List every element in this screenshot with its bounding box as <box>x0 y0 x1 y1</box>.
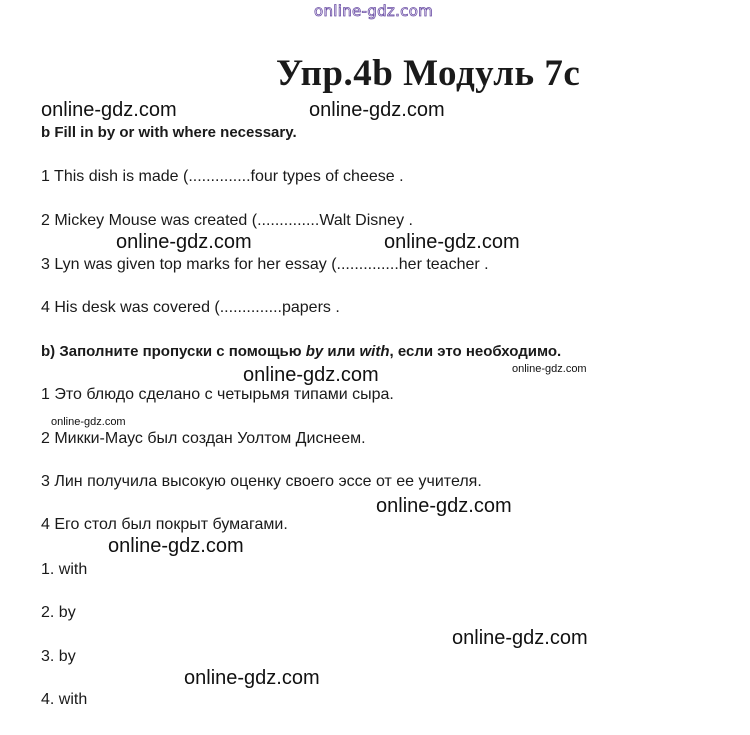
watermark: online-gdz.com <box>309 99 445 121</box>
exercise-heading-en: b Fill in by or with where necessary. <box>41 124 297 141</box>
answer-3: 3. by <box>41 648 76 665</box>
exercise-item-ru-3: 3 Лин получила высокую оценку своего эссе от ее учителя. <box>41 473 482 490</box>
watermark-small: online-gdz.com <box>51 416 126 428</box>
watermark: online-gdz.com <box>376 495 512 517</box>
exercise-item-en-1: 1 This dish is made (..............four types of cheese . <box>41 168 404 185</box>
watermark: online-gdz.com <box>108 535 244 557</box>
page-title: Упр.4b Модуль 7c <box>276 53 581 94</box>
answer-1: 1. with <box>41 561 88 578</box>
exercise-heading-ru <box>41 343 561 360</box>
heading-ru-part1: b) Заполните пропуски с помощью <box>41 343 306 360</box>
exercise-item-en-4: 4 His desk was covered (..............papers . <box>41 299 340 316</box>
heading-ru-part2: или <box>323 343 360 360</box>
watermark-logo: online-gdz.com <box>314 2 434 20</box>
exercise-item-en-3: 3 Lyn was given top marks for her essay (..............her teacher . <box>41 256 489 273</box>
watermark: online-gdz.com <box>452 627 588 649</box>
answer-2: 2. by <box>41 604 76 621</box>
heading-ru-with: with <box>359 343 390 360</box>
exercise-item-ru-4: 4 Его стол был покрыт бумагами. <box>41 516 288 533</box>
exercise-item-en-2: 2 Mickey Mouse was created (..............Walt Disney . <box>41 212 413 229</box>
exercise-item-ru-1: 1 Это блюдо сделано с четырьмя типами сыра. <box>41 386 394 403</box>
watermark: online-gdz.com <box>243 364 379 386</box>
watermark: online-gdz.com <box>116 231 252 253</box>
watermark-small: online-gdz.com <box>512 363 587 375</box>
watermark: online-gdz.com <box>384 231 520 253</box>
heading-ru-part3: , если это необходимо. <box>389 343 562 360</box>
watermark: online-gdz.com <box>41 99 177 121</box>
answer-4: 4. with <box>41 691 88 708</box>
heading-ru-by: by <box>305 343 324 360</box>
watermark: online-gdz.com <box>184 667 320 689</box>
exercise-item-ru-2: 2 Микки-Маус был создан Уолтом Диснеем. <box>41 430 366 447</box>
